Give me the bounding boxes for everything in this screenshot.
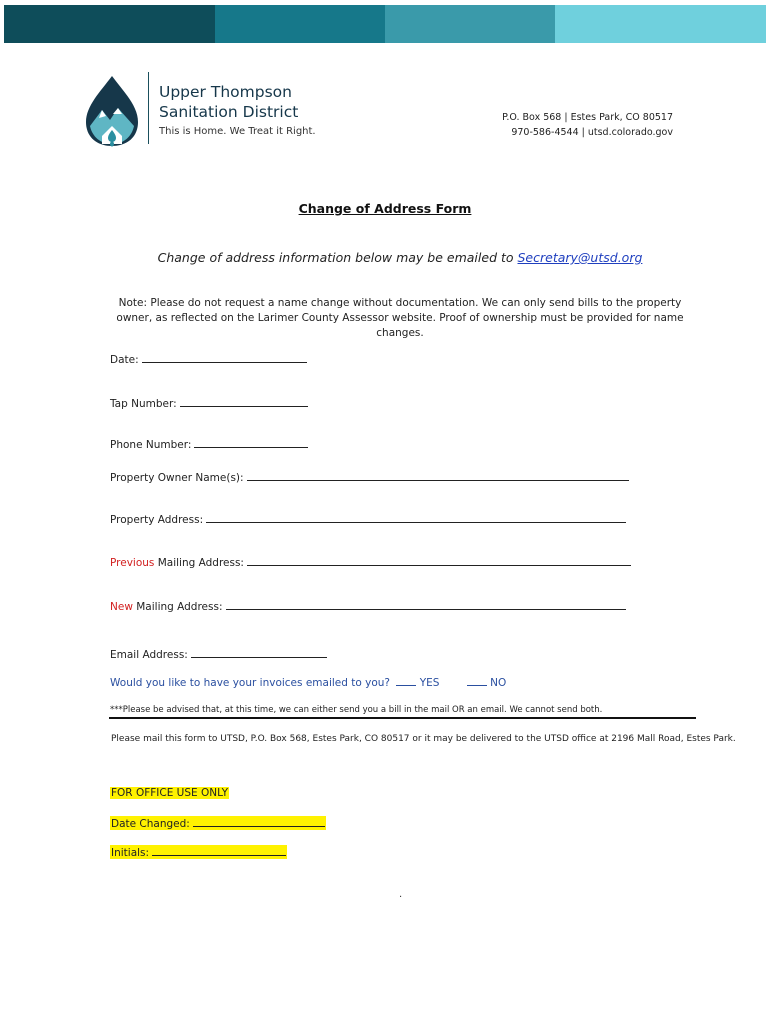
header-band-mid-teal <box>385 5 555 43</box>
date-changed-blank[interactable] <box>193 816 325 827</box>
org-name-line2: Sanitation District <box>159 103 299 121</box>
form-title: Change of Address Form <box>298 201 472 216</box>
org-name-line1: Upper Thompson <box>159 83 292 101</box>
mailing-instructions: Please mail this form to UTSD, P.O. Box 568, Estes Park, CO 80517 or it may be delivered to the UTSD office at 2196 Mall Road, Estes Park. <box>111 734 736 744</box>
contact-address: P.O. Box 568 | Estes Park, CO 80517 <box>502 112 673 123</box>
logo-divider <box>148 72 149 144</box>
billing-advisory: ***Please be advised that, at this time, we can either send you a bill in the mail OR an email. We cannot send both. <box>110 705 603 715</box>
office-use-heading: FOR OFFICE USE ONLY <box>111 787 228 799</box>
footer-dot: . <box>399 889 403 900</box>
previous-word: Previous <box>110 557 155 569</box>
date-changed-field <box>110 816 326 830</box>
previous-mailing-address-label: Mailing Address: <box>154 557 244 569</box>
secretary-email-link[interactable]: Secretary@utsd.org <box>517 250 643 265</box>
email-address-blank[interactable] <box>191 647 327 658</box>
no-label: NO <box>490 677 507 689</box>
initials-blank[interactable] <box>152 845 286 856</box>
new-mailing-address-field <box>110 599 626 613</box>
owner-name-blank[interactable] <box>247 470 629 481</box>
initials-field <box>110 845 287 859</box>
name-change-note: Note: Please do not request a name change without documentation. We can only send bills to the property owner, as reflected on the Larimer County Assessor website. Proof of ownership must be provided for name changes. <box>116 297 684 339</box>
water-drop-mountain-home-logo-icon <box>82 74 142 150</box>
no-blank[interactable] <box>467 675 487 686</box>
yes-label: YES <box>419 677 440 689</box>
email-address-field <box>110 647 327 661</box>
header-band-dark-teal <box>4 5 215 43</box>
date-label: Date: <box>110 354 139 366</box>
property-address-field <box>110 512 626 526</box>
invoice-email-question <box>110 675 506 689</box>
phone-number-field <box>110 437 308 451</box>
contact-phone-web: 970-586-4544 | utsd.colorado.gov <box>511 127 673 138</box>
email-address-label: Email Address: <box>110 649 188 661</box>
email-instruction <box>0 250 770 265</box>
phone-number-label: Phone Number: <box>110 439 192 451</box>
tap-number-field <box>110 396 308 410</box>
property-address-blank[interactable] <box>206 512 626 523</box>
invoice-question-text: Would you like to have your invoices emailed to you? <box>110 677 390 689</box>
tap-number-label: Tap Number: <box>110 398 177 410</box>
header-band-teal <box>215 5 385 43</box>
section-divider <box>109 717 696 719</box>
date-blank[interactable] <box>142 352 307 363</box>
previous-mailing-address-field <box>110 555 631 569</box>
new-word: New <box>110 601 133 613</box>
email-instruction-text: Change of address information below may be emailed to <box>157 250 518 265</box>
header-band-light-teal <box>555 5 766 43</box>
property-address-label: Property Address: <box>110 514 204 526</box>
phone-number-blank[interactable] <box>194 437 308 448</box>
org-tagline: This is Home. We Treat it Right. <box>159 126 316 137</box>
date-field <box>110 352 307 366</box>
tap-number-blank[interactable] <box>180 396 308 407</box>
previous-mailing-address-blank[interactable] <box>247 555 631 566</box>
initials-label: Initials: <box>111 847 150 859</box>
owner-name-label: Property Owner Name(s): <box>110 472 244 484</box>
yes-blank[interactable] <box>396 675 416 686</box>
owner-name-field <box>110 470 629 484</box>
new-mailing-address-blank[interactable] <box>226 599 626 610</box>
date-changed-label: Date Changed: <box>111 818 190 830</box>
new-mailing-address-label: Mailing Address: <box>132 601 223 613</box>
